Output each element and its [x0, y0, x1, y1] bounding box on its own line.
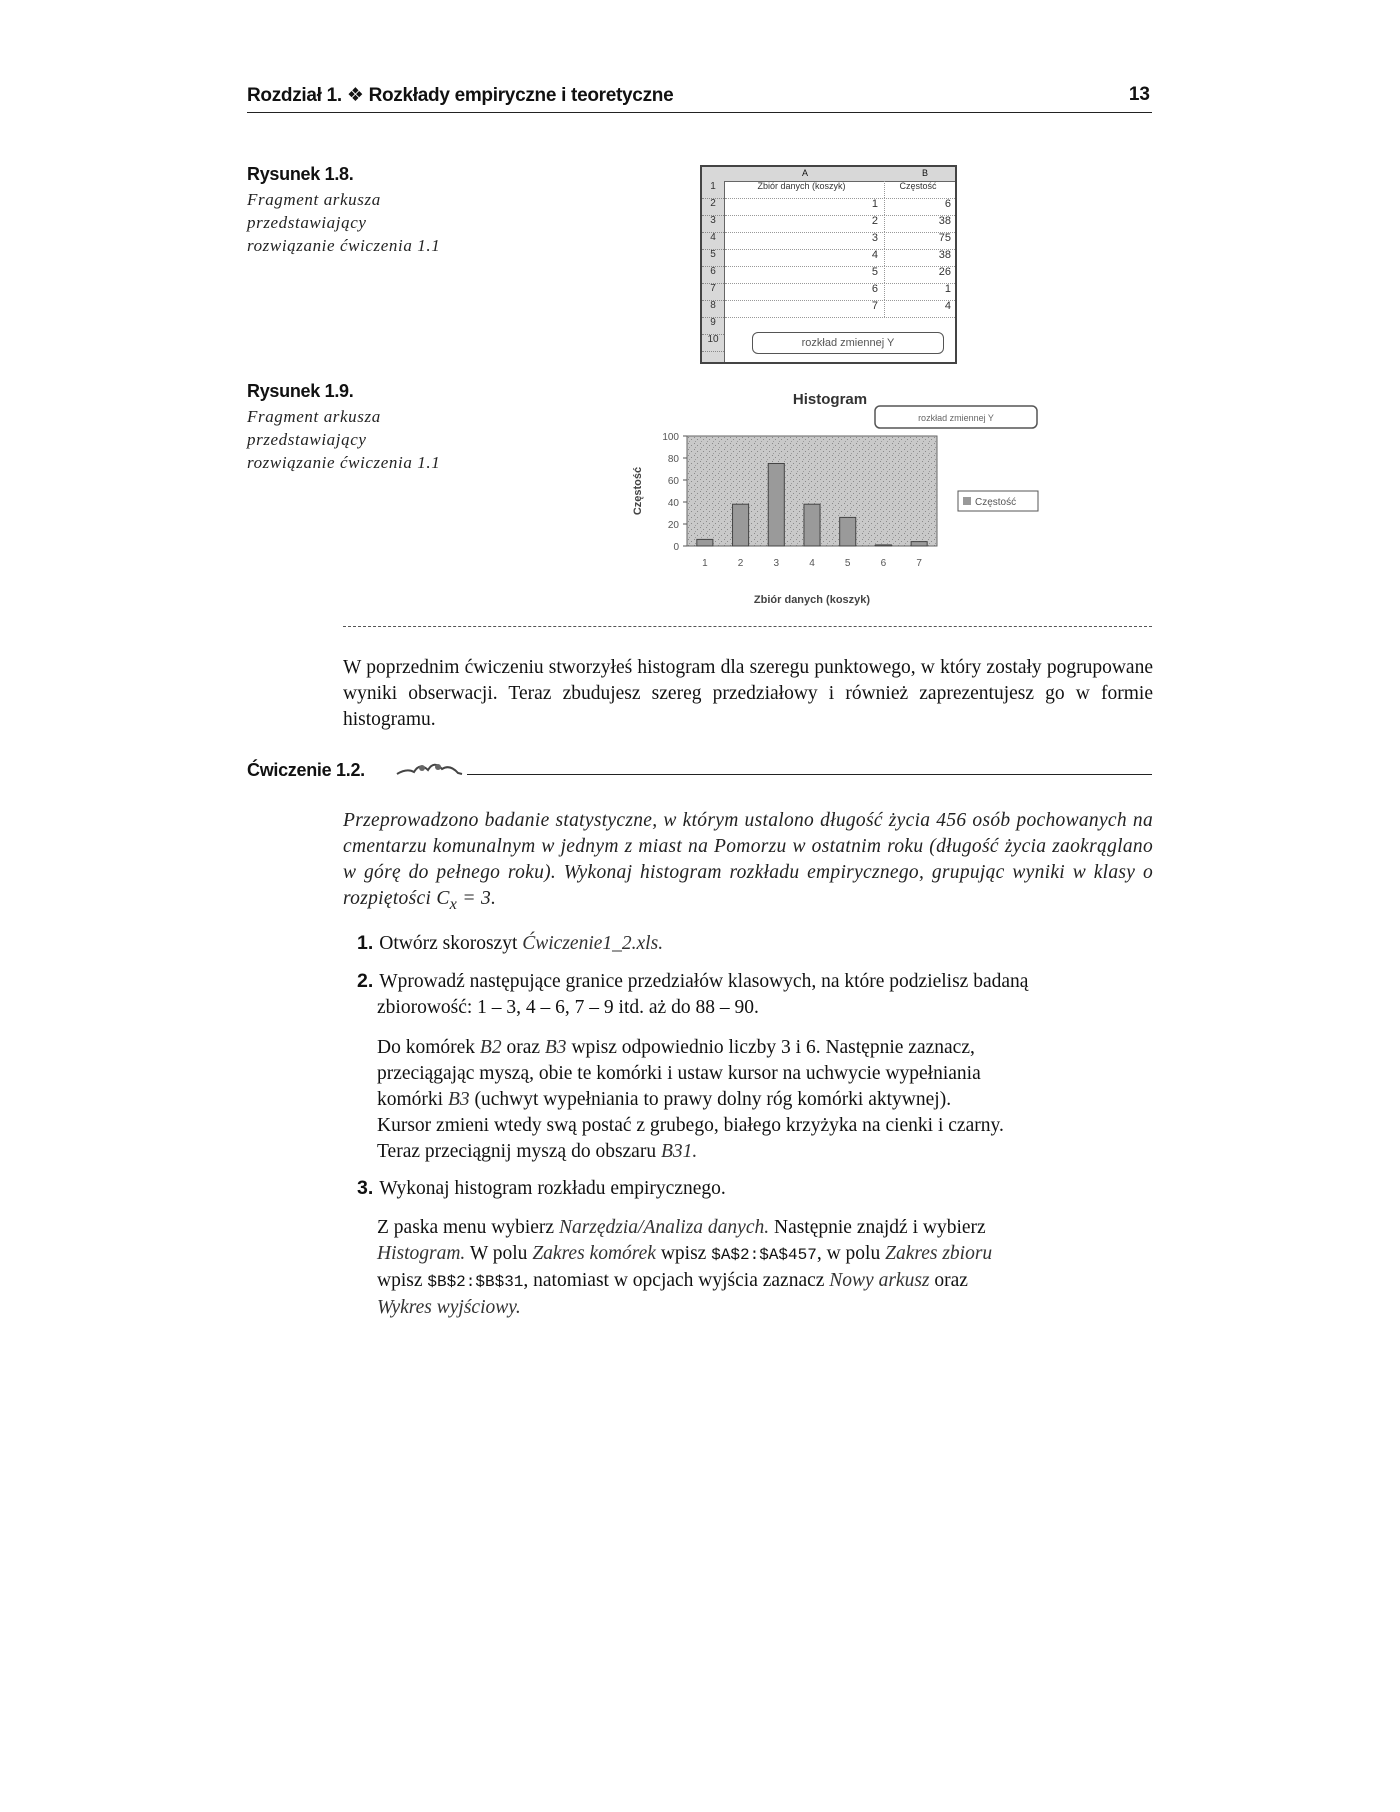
sheet-row [725, 232, 955, 250]
caption-line: przedstawiający [247, 213, 367, 232]
cell-a: 6 [725, 283, 885, 300]
histogram-bar [697, 539, 713, 546]
column-headers [702, 167, 955, 182]
sheet-row [725, 283, 955, 301]
chart-title: Histogram [792, 391, 868, 408]
cell-b: 38 [938, 249, 951, 261]
cell-ref: B3 [544, 1037, 567, 1058]
x-tick-label: 4 [809, 558, 815, 569]
step-text: Wprowadź następujące granice przedziałów klasowych, na które podzielisz badaną [379, 971, 1029, 992]
text: Następnie znajdź i wybierz [769, 1217, 986, 1238]
x-axis [702, 558, 922, 569]
intro-paragraph: W poprzednim ćwiczeniu stworzyłeś histogram dla szeregu punktowego, w który zostały pogrupowane wyniki obserwacji. Teraz zbudujesz szereg przedziałowy i również zaprezentujesz go w formie histogramu. [343, 657, 1153, 730]
cell-b: 75 [938, 232, 951, 244]
spreadsheet-fragment [700, 165, 957, 364]
sheet-row [725, 215, 955, 233]
range-value: $B$2:$B$31 [427, 1273, 524, 1291]
row-headers [702, 181, 725, 362]
histogram-bar [733, 504, 749, 546]
column-b-header: B [922, 168, 929, 178]
column-a-header: A [802, 168, 809, 178]
row-number: 3 [702, 215, 724, 233]
exercise-ornament-icon [392, 758, 467, 778]
caption-line: przedstawiający [247, 430, 367, 449]
step-2 [357, 968, 1157, 1021]
text: oraz [501, 1037, 545, 1058]
row-number: 1 [702, 181, 724, 199]
cell-a: 3 [725, 232, 885, 249]
step-text-cont: zbiorowość: 1 – 3, 4 – 6, 7 – 9 itd. aż do 88 – 90. [377, 997, 759, 1018]
row-number: 2 [702, 198, 724, 216]
option-name: Wykres wyjściowy. [377, 1297, 521, 1318]
row-number: 9 [702, 317, 724, 335]
text: , w polu [816, 1243, 886, 1264]
y-tick-label: 60 [667, 476, 679, 487]
x-axis-label: Zbiór danych (koszyk) [753, 594, 871, 606]
text-line: Kursor zmieni wtedy swą postać z grubego, białego krzyżyka na cienki i czarny. [377, 1115, 1004, 1136]
step-1 [357, 930, 1157, 957]
file-name: Ćwiczenie1_2.xls. [522, 933, 664, 954]
task-text: Przeprowadzono badanie statystyczne, w którym ustalono długość życia 456 osób pochowanych na cmentarzu komunalnym w jednym z miast na Pomorzu w ostatnim roku (długość życia zaokrąglano w górę do pełnego roku). Wykonaj histogram rozkładu empirycznego, grupując wyniki w klasy o rozpiętości C [343, 810, 1153, 909]
option-name: Nowy arkusz [829, 1270, 930, 1291]
exercise-rule [397, 774, 1152, 775]
y-axis [662, 432, 687, 553]
step-3 [357, 1175, 1157, 1202]
y-tick-label: 80 [667, 454, 679, 465]
step-text: Otwórz skoroszyt [379, 933, 523, 954]
histogram-bar [911, 542, 927, 546]
x-tick-label: 3 [773, 558, 780, 569]
text: wpisz odpowiednio liczby 3 i 6. Następnie zaznacz, [566, 1037, 975, 1058]
chapter-title: Rozdział 1. ❖ Rozkłady empiryczne i teoretyczne [247, 85, 674, 106]
figure-1-9-label: Rysunek 1.9. [247, 381, 354, 401]
figure-1-8-caption [247, 188, 487, 257]
caption-line: Fragment arkusza [247, 190, 381, 209]
text: oraz [929, 1270, 968, 1291]
cell-a: 5 [725, 266, 885, 283]
histogram-bar [804, 504, 820, 546]
y-axis-label: Częstość [632, 466, 644, 516]
text: Teraz przeciągnij myszą do obszaru [377, 1141, 661, 1162]
cell-a1: Zbiór danych (koszyk) [725, 181, 885, 198]
text: wpisz [655, 1243, 712, 1264]
cell-b1: Częstość [899, 181, 937, 191]
text-line: przeciągając myszą, obie te komórki i ustaw kursor na uchwycie wypełniania [377, 1063, 981, 1084]
y-tick-label: 40 [667, 498, 679, 509]
caption-line: Fragment arkusza [247, 407, 381, 426]
histogram-bar [840, 517, 856, 546]
step-2-detail [377, 1035, 1137, 1165]
row-number: 6 [702, 266, 724, 284]
running-header [247, 82, 1152, 113]
sheet-header-row [725, 181, 955, 199]
field-name: Zakres zbioru [885, 1243, 993, 1264]
text: (uchwyt wypełniania to prawy dolny róg komórki aktywnej). [469, 1089, 952, 1110]
step-number: 3. [357, 1177, 374, 1199]
task-subscript: x [449, 894, 458, 913]
cell-b: 26 [938, 266, 951, 278]
step-number: 2. [357, 970, 374, 992]
section-divider [343, 626, 1152, 627]
histogram-svg [615, 388, 1050, 618]
sheet-row [725, 249, 955, 267]
text: , natomiast w opcjach wyjścia zaznacz [523, 1270, 830, 1291]
step-text: Wykonaj histogram rozkładu empirycznego. [379, 1178, 726, 1199]
page-number: 13 [1128, 84, 1150, 105]
cell-ref: B3 [447, 1089, 470, 1110]
caption-line: rozwiązanie ćwiczenia 1.1 [247, 453, 441, 472]
cell-a: 7 [725, 300, 885, 317]
x-tick-label: 6 [880, 558, 887, 569]
step-3-detail [377, 1215, 1137, 1321]
task-end: = 3. [457, 888, 497, 909]
exercise-label: Ćwiczenie 1.2. [247, 760, 365, 780]
cell-a: 2 [725, 215, 885, 232]
figure-1-9-caption [247, 405, 487, 474]
x-tick-label: 2 [737, 558, 744, 569]
text: Do komórek [377, 1037, 480, 1058]
sheet-callout: rozkład zmiennej Y [752, 332, 944, 354]
caption-line: rozwiązanie ćwiczenia 1.1 [247, 236, 441, 255]
text: W polu [465, 1243, 533, 1264]
range-value: $A$2:$A$457 [711, 1246, 817, 1264]
cell-a: 1 [725, 198, 885, 215]
cell-ref: B2 [479, 1037, 502, 1058]
cell-a: 4 [725, 249, 885, 266]
text: Z paska menu wybierz [377, 1217, 559, 1238]
step-number: 1. [357, 932, 374, 954]
row-number: 4 [702, 232, 724, 250]
cell-b: 38 [938, 215, 951, 227]
figure-1-8-label: Rysunek 1.8. [247, 164, 354, 184]
sheet-row [725, 266, 955, 284]
legend-swatch [963, 497, 971, 505]
row-number: 8 [702, 300, 724, 318]
histogram-bar [768, 464, 784, 547]
sheet-row [725, 198, 955, 216]
y-tick-label: 0 [673, 542, 679, 553]
sheet-row [725, 300, 955, 318]
cell-ref: B31. [660, 1141, 698, 1162]
tool-name: Histogram. [377, 1243, 466, 1264]
y-tick-label: 100 [662, 432, 679, 443]
text: wpisz [377, 1270, 428, 1291]
row-number: 5 [702, 249, 724, 267]
histogram-bar [875, 545, 891, 546]
cell-b: 1 [944, 283, 951, 295]
cell-b: 6 [944, 198, 951, 210]
y-tick-label: 20 [667, 520, 679, 531]
row-number: 10 [702, 334, 724, 352]
menu-path: Narzędzia/Analiza danych. [558, 1217, 770, 1238]
x-tick-label: 7 [916, 558, 922, 569]
chart-callout: rozkład zmiennej Y [918, 413, 994, 423]
histogram-chart [615, 388, 1050, 618]
x-tick-label: 5 [844, 558, 851, 569]
field-name: Zakres komórek [532, 1243, 656, 1264]
legend-label: Częstość [975, 497, 1017, 508]
text: komórki [377, 1089, 448, 1110]
exercise-task [343, 808, 1153, 917]
row-number: 7 [702, 283, 724, 301]
x-tick-label: 1 [702, 558, 708, 569]
cell-b: 4 [944, 300, 951, 312]
